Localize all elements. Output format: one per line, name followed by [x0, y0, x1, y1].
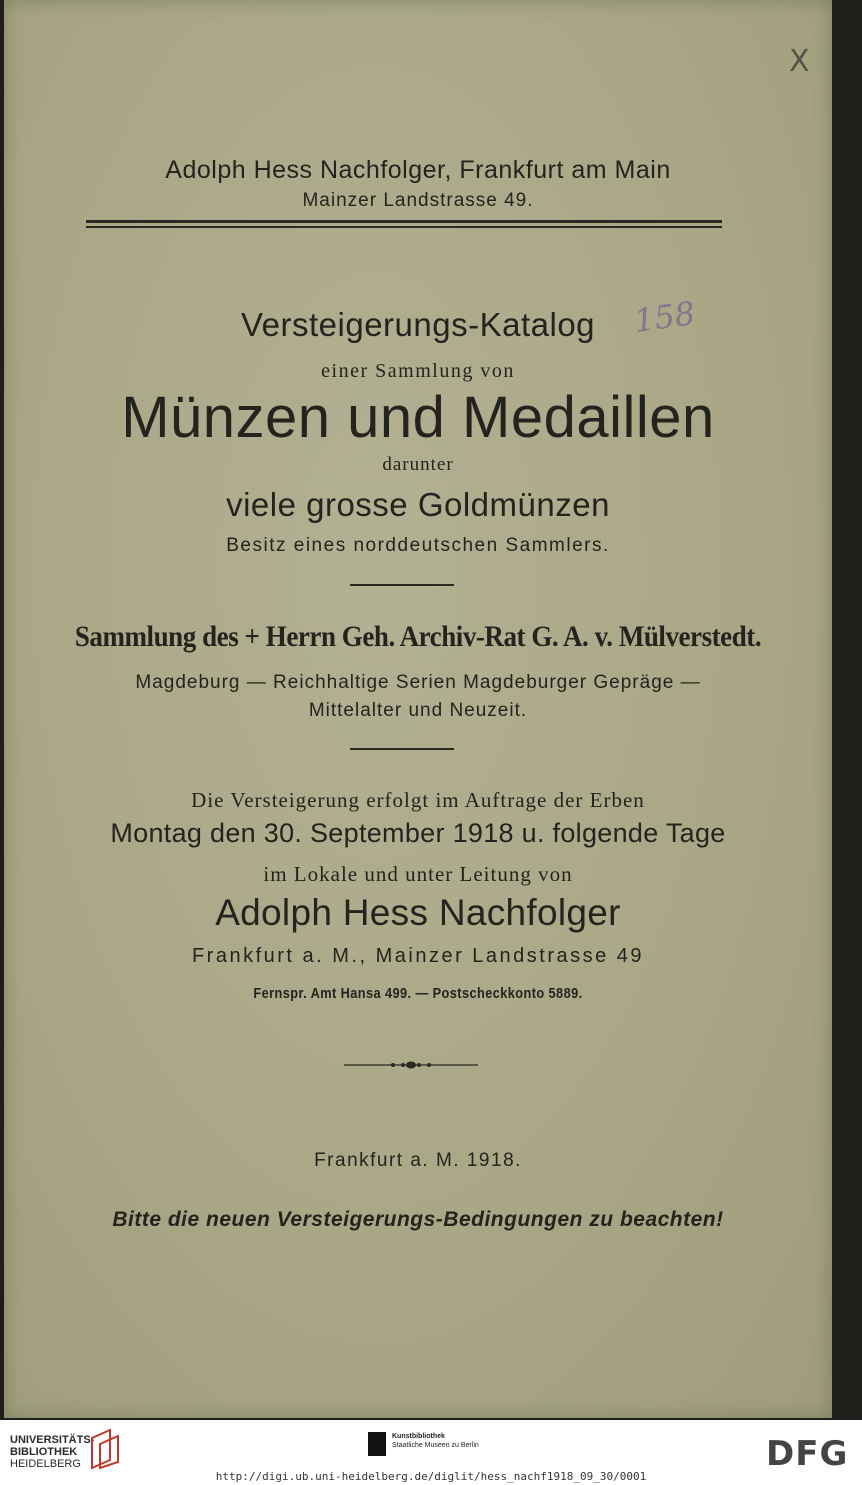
title-gold: viele grosse Goldmünzen	[226, 486, 610, 523]
permalink-url[interactable]: http://digi.ub.uni-heidelberg.de/diglit/hess_nachf1918_09_30/0001	[215, 1470, 647, 1483]
header-company: Adolph Hess Nachfolger, Frankfurt am Main	[165, 156, 671, 184]
header-address: Mainzer Landstrasse 49.	[302, 190, 534, 211]
ub-logo-line1: UNIVERSITÄTS-	[10, 1434, 95, 1446]
auction-date: Montag den 30. September 1918 u. folgende Tage	[110, 818, 726, 848]
auction-lokale: im Lokale und unter Leitung von	[263, 862, 573, 886]
divider-rule	[350, 584, 454, 586]
ub-heidelberg-logo[interactable]	[10, 1434, 94, 1470]
footer	[0, 1420, 862, 1485]
collection-magdeburg: Magdeburg — Reichhaltige Serien Magdeburger Gepräge —	[135, 672, 701, 693]
divider-rule	[350, 748, 454, 750]
ub-logo-line2: BIBLIOTHEK	[10, 1446, 78, 1458]
auction-address: Frankfurt a. M., Mainzer Landstrasse 49	[191, 945, 645, 967]
kunstbibliothek-subtitle: Staatliche Museen zu Berlin	[392, 1442, 479, 1449]
ub-logo-line3: HEIDELBERG	[10, 1458, 81, 1470]
kunstbibliothek-mark-icon	[368, 1432, 386, 1456]
ub-heidelberg-mark-icon	[88, 1428, 122, 1470]
kunstbibliothek-text	[392, 1432, 479, 1450]
dfg-logo[interactable]: DFG	[766, 1434, 849, 1474]
imprint-notice: Bitte die neuen Versteigerungs-Bedingungen zu beachten!	[112, 1208, 724, 1231]
header-rule-thick	[86, 220, 722, 223]
imprint-place-year: Frankfurt a. M. 1918.	[314, 1150, 522, 1171]
auction-contact: Fernspr. Amt Hansa 499. — Postscheckkonto 5889.	[253, 985, 583, 1002]
auction-firm: Adolph Hess Nachfolger	[215, 892, 621, 933]
kunstbibliothek-name: Kunstbibliothek	[392, 1433, 445, 1440]
collection-sammlung: Sammlung des + Herrn Geh. Archiv-Rat G. A. v. Mülverstedt.	[74, 620, 762, 653]
header-rule-thin	[86, 226, 722, 228]
auction-erben: Die Versteigerung erfolgt im Auftrage der Erben	[191, 788, 645, 812]
pencil-mark: X	[789, 44, 810, 79]
pencil-number: 158	[631, 293, 698, 341]
title-darunter: darunter	[382, 454, 454, 475]
title-main: Münzen und Medaillen	[121, 385, 715, 450]
ornament-divider-icon	[344, 1058, 478, 1072]
catalog-cover-page	[4, 0, 832, 1418]
collection-neuzeit: Mittelalter und Neuzeit.	[308, 700, 528, 721]
title-katalog: Versteigerungs-Katalog	[240, 306, 596, 343]
title-einer: einer Sammlung von	[321, 360, 515, 382]
title-besitz: Besitz eines norddeutschen Sammlers.	[226, 535, 610, 556]
